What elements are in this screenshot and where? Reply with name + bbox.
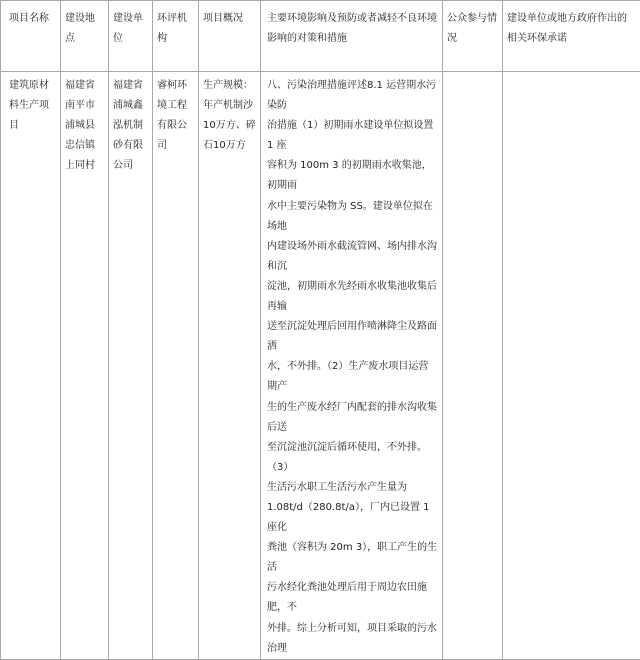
measures-line: 外排。综上分析可知，项目采取的污水治理: [267, 619, 438, 659]
cell-commitment: [503, 72, 640, 660]
measures-line: 1.08t/d（280.8t/a），厂内已设置 1 座化: [267, 498, 438, 538]
header-unit: 建设单位: [109, 1, 153, 72]
header-participation: 公众参与情况: [443, 1, 503, 72]
table-row: [1, 72, 640, 660]
measures-line: 淀池，初期雨水先经雨水收集池收集后再输: [267, 277, 438, 317]
table-header-row: [1, 1, 640, 72]
cell-eia-org: 睿柯环境工程有限公司: [153, 72, 199, 660]
measures-line: 内建设场外雨水截流管网、场内排水沟和沉: [267, 237, 438, 277]
measures-line: 至沉淀池沉淀后循环使用，不外排。（3）: [267, 438, 438, 478]
measures-line: 治措施（1）初期雨水建设单位拟设置 1 座: [267, 116, 438, 156]
measures-line: 八、污染治理措施评述8.1 运营期水污染防: [267, 76, 438, 116]
cell-participation: [443, 72, 503, 660]
measures-line: 生活污水职工生活污水产生量为: [267, 478, 438, 498]
measures-line: 送至沉淀处理后回用作喷淋降尘及路面洒: [267, 317, 438, 357]
header-location: 建设地点: [61, 1, 109, 72]
measures-line: 容积为 100m 3 的初期雨水收集池，初期雨: [267, 156, 438, 196]
cell-measures: [261, 72, 443, 660]
header-measures: 主要环境影响及预防或者减轻不良环境影响的对策和措施: [261, 1, 443, 72]
header-overview: 项目概况: [199, 1, 261, 72]
measures-line: 水中主要污染物为 SS。建设单位拟在场地: [267, 197, 438, 237]
measures-line: 生的生产废水经厂内配套的排水沟收集后送: [267, 398, 438, 438]
measures-line: 水，不外排。（2）生产废水项目运营期产: [267, 357, 438, 397]
header-project-name: 项目名称: [1, 1, 61, 72]
measures-line: 污水经化粪池处理后用于周边农田施肥，不: [267, 578, 438, 618]
cell-location: 福建省南平市浦城县忠信镇上同村: [61, 72, 109, 660]
cell-overview: 生产规模：年产机制沙10万方、碎石10万方: [199, 72, 261, 660]
cell-project-name: 建筑原材料生产项目: [1, 72, 61, 660]
header-eia-org: 环评机构: [153, 1, 199, 72]
cell-unit: 福建省浦城鑫泓机制砂有限公司: [109, 72, 153, 660]
header-commitment: 建设单位或地方政府作出的相关环保承诺: [503, 1, 640, 72]
measures-line: 粪池（容积为 20m 3），职工产生的生活: [267, 538, 438, 578]
